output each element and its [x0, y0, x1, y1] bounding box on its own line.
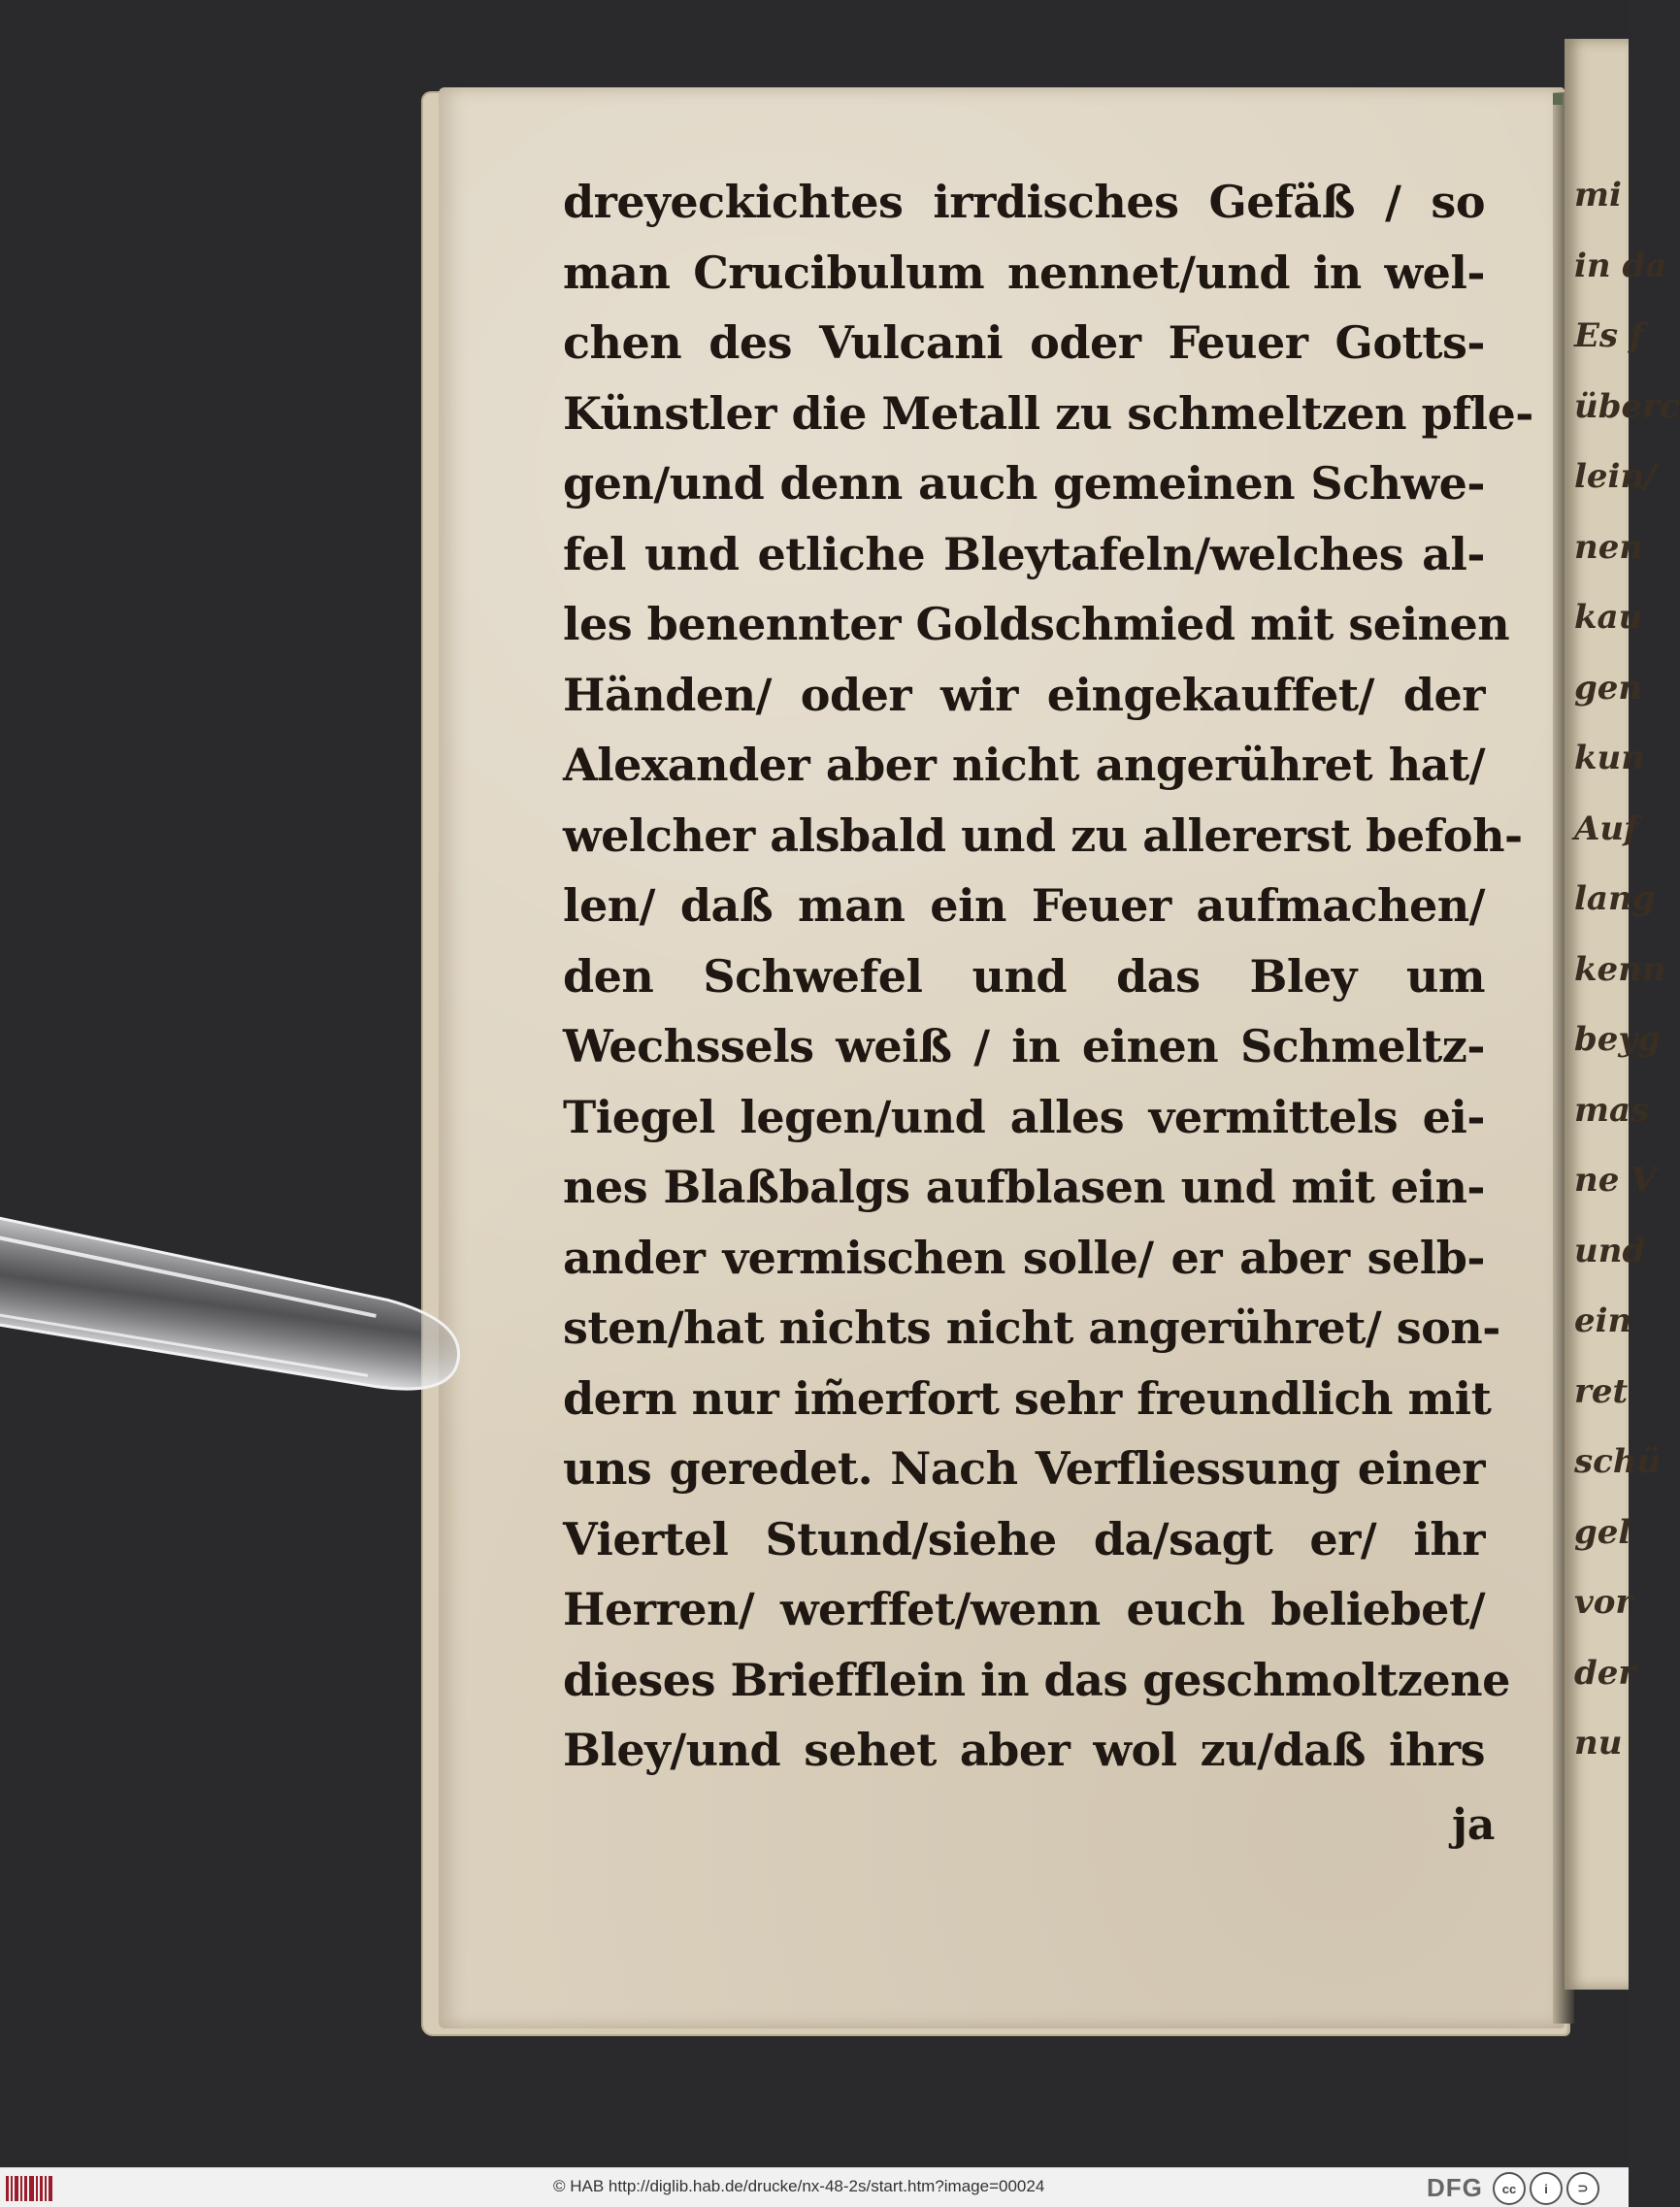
text-line: fel und etliche Bleytafeln/welches al-: [563, 527, 1485, 580]
text-line: uns geredet. Nach Verfliessung einer: [563, 1442, 1485, 1495]
logo-bar: [36, 2176, 38, 2201]
text-line: Wechssels weiß / in einen Schmeltz-: [563, 1020, 1485, 1072]
logo-bar: [6, 2176, 9, 2201]
page-text: [563, 167, 1533, 1786]
text-line: Viertel Stund/siehe da/sagt er/ ihr: [563, 1512, 1485, 1565]
binding-edge: [1553, 93, 1563, 105]
text-line: den Schwefel und das Bley um: [563, 949, 1485, 1003]
facing-page-fragment: ein: [1574, 1301, 1632, 1340]
facing-page-fragment: gen: [1574, 668, 1643, 708]
facing-page-fragment: in da: [1574, 246, 1667, 285]
facing-page-fragment: lang: [1574, 879, 1656, 918]
facing-page-fragment: mi: [1574, 176, 1622, 214]
text-line: len/ daß man ein Feuer aufmachen/: [563, 879, 1485, 932]
text-line: dieses Briefflein in das geschmoltzene: [563, 1653, 1510, 1706]
text-line: Alexander aber nicht angerühret hat/: [563, 739, 1485, 791]
facing-page-fragment: lein/: [1574, 457, 1657, 496]
facing-page-fragment: nen: [1574, 527, 1644, 567]
logo-bar: [49, 2176, 52, 2201]
footer-bar: [0, 2167, 1629, 2207]
facing-page-fragment: kenn: [1574, 949, 1666, 989]
sa-icon: ⊃: [1566, 2172, 1599, 2205]
facing-page-fragment: Es f: [1574, 316, 1644, 355]
facing-page-fragment: schü: [1574, 1442, 1662, 1481]
text-line: welcher alsbald und zu allererst befoh-: [563, 808, 1523, 862]
text-line: Tiegel legen/und alles vermittels ei-: [563, 1090, 1485, 1143]
facing-page-fragment: vor: [1574, 1583, 1633, 1622]
text-line: Künstler die Metall zu schmeltzen pfle-: [563, 386, 1533, 440]
facing-page-fragment: mas: [1574, 1090, 1650, 1130]
text-line: Händen/ oder wir eingekauffet/ der: [563, 668, 1485, 721]
facing-page-fragment: kau: [1574, 598, 1643, 637]
facing-page-fragment: und: [1574, 1231, 1646, 1270]
text-line: chen des Vulcani oder Feuer Gotts-: [563, 316, 1485, 369]
logo-bar: [45, 2176, 47, 2201]
cc-icon: cc: [1493, 2172, 1526, 2205]
text-line: man Crucibulum nennet/und in wel-: [563, 246, 1485, 299]
facing-page-fragment: der: [1574, 1653, 1636, 1693]
facing-page-fragment: Auf: [1574, 808, 1638, 848]
text-line: nes Blaßbalgs aufblasen und mit ein-: [563, 1161, 1485, 1213]
text-line: sten/hat nichts nicht angerühret/ son-: [563, 1301, 1500, 1354]
text-line: dreyeckichtes irrdisches Gefäß / so: [563, 176, 1485, 228]
logo-bar: [24, 2176, 27, 2201]
text-line: gen/und denn auch gemeinen Schwe-: [563, 457, 1485, 510]
cc-license-icons[interactable]: [1493, 2172, 1599, 2205]
logo-bar: [15, 2176, 18, 2201]
facing-page-fragment: beyg: [1574, 1020, 1661, 1059]
facing-page-fragment: gel: [1574, 1512, 1631, 1552]
text-line: les benennter Goldschmied mit seinen: [563, 598, 1510, 650]
text-line: dern nur im̃erfort sehr freundlich mit: [563, 1371, 1492, 1425]
text-line: Herren/ werffet/wenn euch beliebet/: [563, 1583, 1485, 1635]
text-line: ander vermischen solle/ er aber selb-: [563, 1231, 1485, 1284]
facing-page-fragment: ret: [1574, 1371, 1629, 1411]
text-line: Bley/und sehet aber wol zu/daß ihrs: [563, 1724, 1485, 1776]
facing-page: [1565, 39, 1680, 1990]
by-icon: i: [1530, 2172, 1563, 2205]
hab-logo: [6, 2176, 52, 2201]
facing-page-fragments: [1565, 160, 1680, 1779]
logo-bar: [11, 2176, 13, 2201]
logo-bar: [29, 2176, 34, 2201]
logo-bar: [20, 2176, 22, 2201]
logo-bar: [40, 2176, 43, 2201]
image-credit-link[interactable]: © HAB http://diglib.hab.de/drucke/nx-48-2s/start.htm?image=00024: [553, 2177, 1045, 2195]
facing-page-fragment: überc: [1574, 386, 1680, 426]
facing-page-fragment: nu: [1574, 1724, 1623, 1762]
facing-page-fragment: ne V: [1574, 1161, 1657, 1200]
facing-page-fragment: kun: [1574, 739, 1645, 777]
catchword: ja: [1452, 1800, 1496, 1850]
dfg-logo: DFG: [1427, 2173, 1483, 2202]
